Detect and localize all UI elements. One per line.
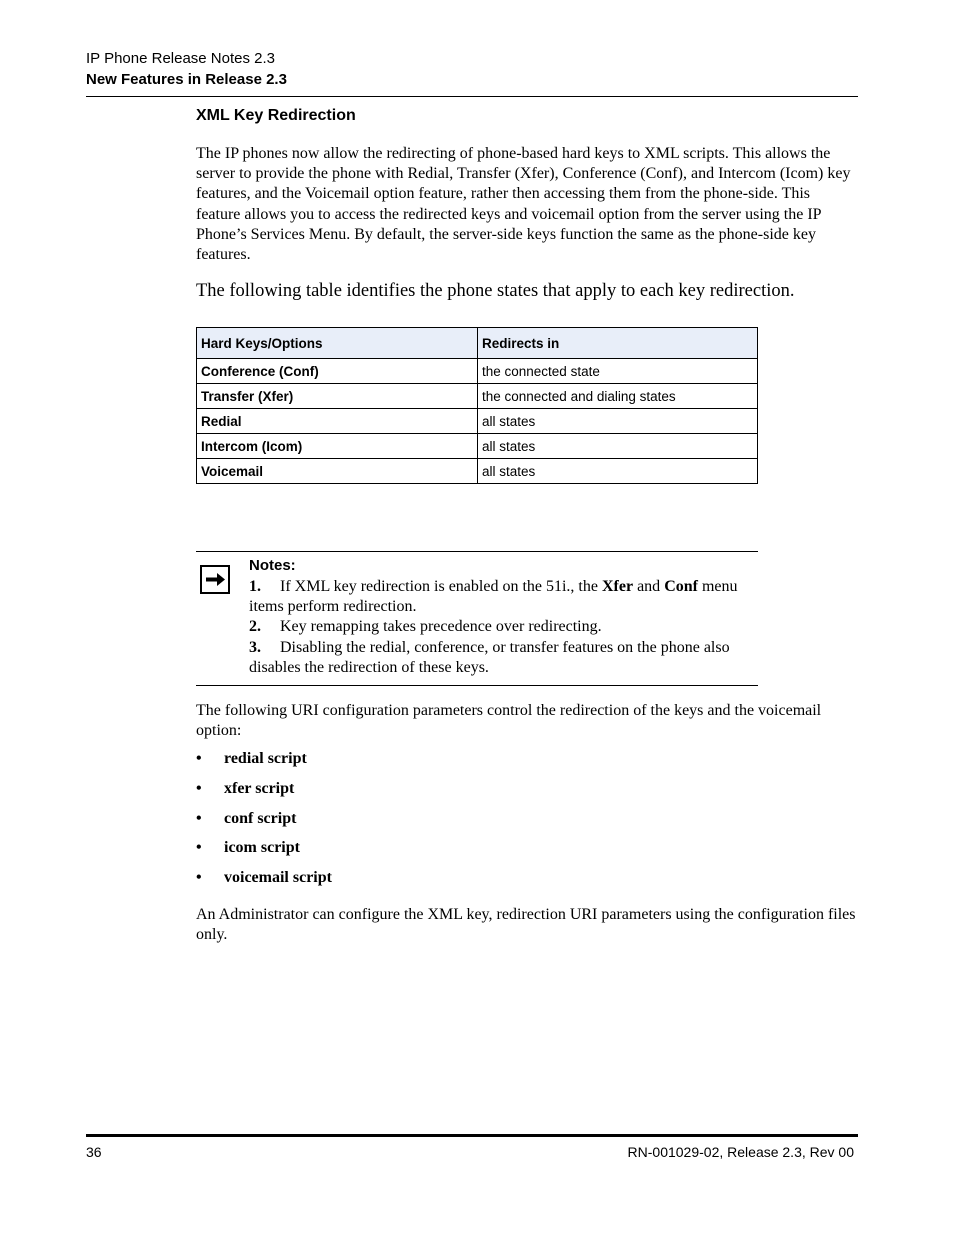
script-parameter-list (196, 746, 332, 895)
notes-title: Notes: (249, 557, 296, 574)
list-item (196, 806, 332, 836)
table-cell-state: all states (478, 409, 758, 434)
arrow-right-icon (200, 565, 230, 594)
note-bold-xfer: Xfer (601, 578, 634, 595)
header-rule (86, 96, 858, 97)
note-item (249, 617, 749, 637)
bullet: • (196, 869, 202, 887)
note-number: 1. (249, 578, 261, 595)
intro-paragraph: The IP phones now allow the redirecting of phone-based hard keys to XML scripts. This allows the server to provide the phone with Redial, Transfer (Xfer), Conference (Conf), and Intercom (Icom) key features, and the Voicemail option feature, rather then accessing them from the phone-side. This feature allows you to access the redirected keys and voicemail option from the server using the IP Phone’s Services Menu. By default, the server-side keys function the same as the phone-side key features. (196, 145, 851, 264)
table-cell-key: Conference (Conf) (197, 359, 478, 384)
note-number: 2. (249, 618, 261, 636)
header-doc-title: IP Phone Release Notes 2.3 (86, 50, 276, 67)
script-name: voicemail script (224, 869, 332, 887)
list-item (196, 746, 332, 776)
note-item (249, 638, 749, 678)
note-text: and (633, 578, 665, 595)
document-id: RN-001029-02, Release 2.3, Rev 00 (627, 1144, 854, 1160)
list-item (196, 776, 332, 806)
notes-list (249, 577, 749, 678)
table-cell-state: the connected and dialing states (478, 384, 758, 409)
bullet: • (196, 750, 202, 767)
script-name: xfer script (224, 779, 295, 797)
note-item (249, 577, 749, 617)
note-text: If XML key redirection is enabled on the 51i., the (280, 578, 602, 595)
table-cell-key: Transfer (Xfer) (197, 384, 478, 409)
bullet: • (196, 839, 202, 857)
note-number: 3. (249, 638, 261, 656)
table-header-cell: Hard Keys/Options (197, 328, 478, 359)
table-row (197, 384, 758, 409)
bullet: • (196, 809, 202, 827)
script-name: icom script (224, 839, 300, 857)
table-row (197, 434, 758, 459)
note-text: Key remapping takes precedence over redirecting. (280, 618, 602, 636)
note-bold-conf: Conf (664, 578, 698, 595)
admin-paragraph: An Administrator can configure the XML key, redirection URI parameters using the configuration files only. (196, 906, 856, 944)
table-cell-state: the connected state (478, 359, 758, 384)
list-item (196, 865, 332, 895)
notes-bottom-rule (196, 685, 758, 686)
table-cell-key: Voicemail (197, 459, 478, 484)
table-row (197, 359, 758, 384)
script-name: conf script (224, 809, 297, 827)
table-cell-state: all states (478, 459, 758, 484)
note-text: Disabling the redial, conference, or transfer features on the phone also disables the redirection of these keys. (249, 638, 730, 676)
table-row (197, 459, 758, 484)
list-item (196, 835, 332, 865)
footer-rule (86, 1134, 858, 1137)
table-header-row (197, 328, 758, 359)
notes-top-rule (196, 551, 758, 552)
table-cell-state: all states (478, 434, 758, 459)
header-section: New Features in Release 2.3 (86, 71, 287, 88)
table-cell-key: Intercom (Icom) (197, 434, 478, 459)
table-header-cell: Redirects in (478, 328, 758, 359)
page-number: 36 (86, 1144, 102, 1160)
uri-paragraph: The following URI configuration parameters control the redirection of the keys and the voicemail option: (196, 702, 822, 740)
script-name: redial script (224, 750, 307, 767)
note-text: menu items perform redirection. (249, 578, 738, 616)
bullet: • (196, 779, 202, 797)
table-cell-key: Redial (197, 409, 478, 434)
section-title: XML Key Redirection (196, 107, 356, 124)
table-intro-paragraph: The following table identifies the phone states that apply to each key redirection. (196, 281, 795, 301)
key-redirection-table (196, 327, 758, 484)
table-row (197, 409, 758, 434)
